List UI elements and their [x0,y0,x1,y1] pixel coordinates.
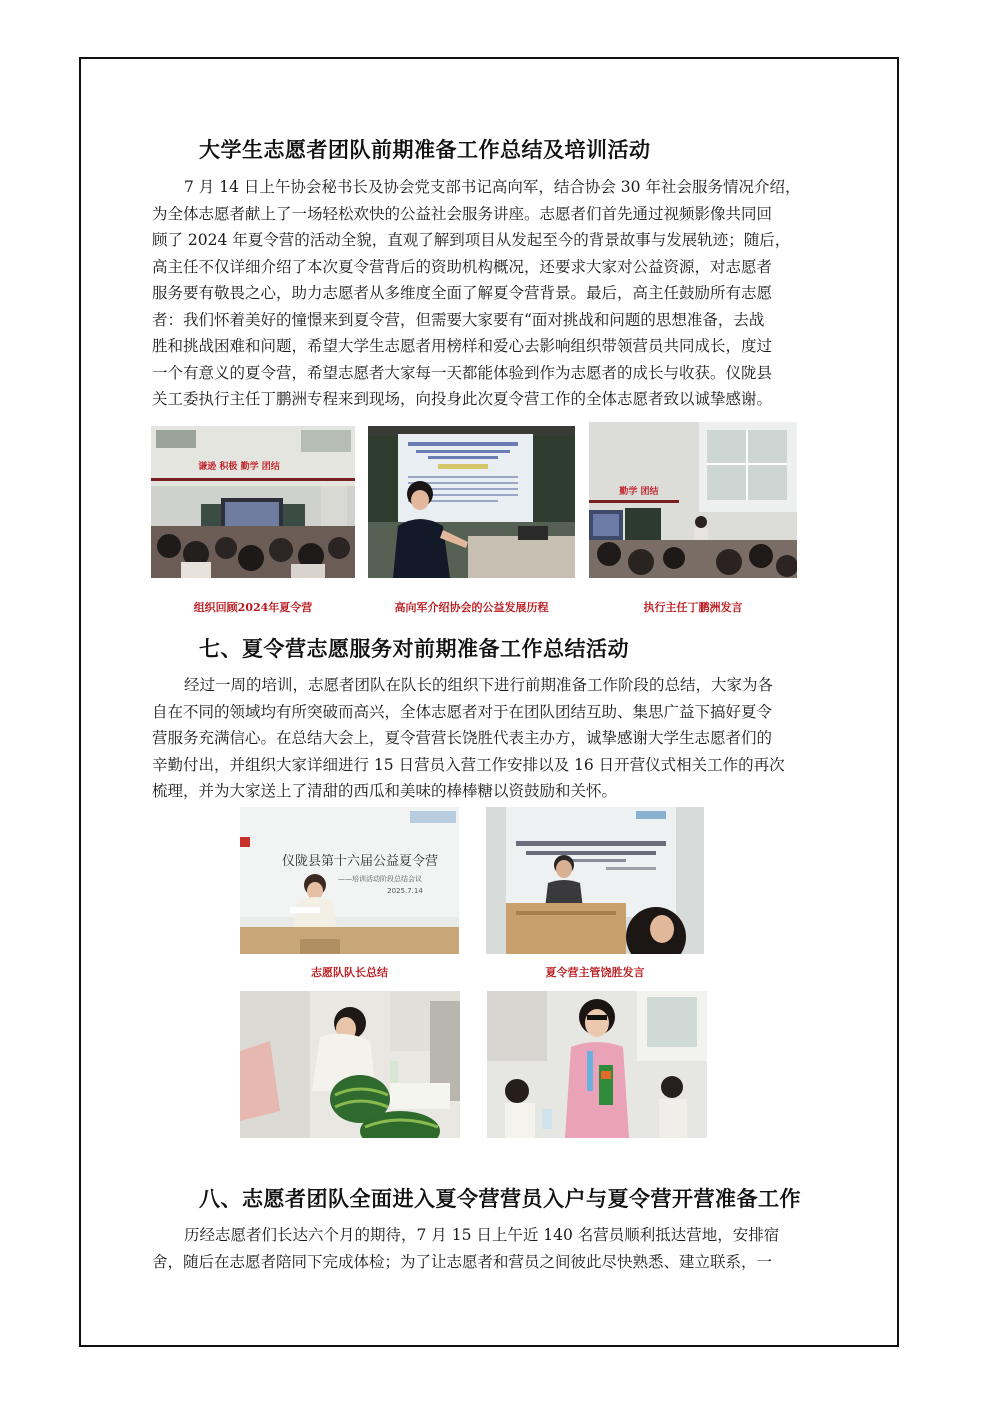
slide-subtitle: ——培训活动阶段总结会议 [338,875,422,883]
photo-video-review [151,426,355,578]
photo-team-leader [240,807,459,954]
classroom-banner: 勤学 团结 [619,487,659,497]
section-heading-camp-entry: 八、志愿者团队全面进入夏令营营员入户与夏令营开营准备工作 [199,1187,801,1211]
paragraph-line: 为全体志愿者献上了一场轻松欢快的公益社会服务讲座。志愿者们首先通过视频影像共同回 [152,204,773,223]
paragraph-line: 营服务充满信心。在总结大会上，夏令营营长饶胜代表主办方，诚挚感谢大学生志愿者们的 [152,729,773,747]
section-heading-training: 大学生志愿者团队前期准备工作总结及培训活动 [199,138,651,162]
paragraph-training [152,174,852,413]
photo-lollipops [487,991,707,1138]
paragraph-line: 辛勤付出，并组织大家详细进行 15 日营员入营工作安排以及 16 日开营仪式相关工作的再次 [152,755,785,774]
photo-speaker-slide [368,426,575,578]
slide-date: 2025.7.14 [387,887,423,895]
section-heading-summary: 七、夏令营志愿服务对前期准备工作总结活动 [199,637,629,661]
paragraph-line: 历经志愿者们长达六个月的期待，7 月 15 日上午近 140 名营员顺利抵达营地，安排宿 [184,1226,780,1244]
paragraph-summary [152,672,852,805]
photo-watermelon [240,991,460,1138]
paragraph-camp-entry [152,1222,852,1275]
slide-title: 仪陇县第十六届公益夏令营 [281,854,439,869]
paragraph-line: 梳理，并为大家送上了清甜的西瓜和美味的棒棒糖以资鼓励和关怀。 [152,782,618,800]
paragraph-line: 者：我们怀着美好的憧憬来到夏令营，但需要大家要有“面对挑战和问题的思想准备，去战 [152,310,765,329]
photo-camp-director [486,807,704,954]
paragraph-line: 经过一周的培训，志愿者团队在队长的组织下进行前期准备工作阶段的总结，大家为各 [184,676,774,694]
photo-caption: 夏令营主管饶胜发言 [545,966,645,979]
photo-caption: 组织回顾2024年夏令营 [193,601,313,614]
photo-caption: 高向军介绍协会的公益发展历程 [394,601,549,614]
paragraph-line: 胜和挑战困难和问题，希望大学生志愿者用榜样和爱心去影响组织带领营员共同成长，度过 [152,337,773,355]
classroom-banner: 谦逊 积极 勤学 团结 [198,462,280,472]
paragraph-line: 服务要有敬畏之心，助力志愿者从多维度全面了解夏令营背景。最后，高主任鼓励所有志愿 [152,284,773,302]
photo-caption: 执行主任丁鹏洲发言 [643,601,743,614]
paragraph-line: 高主任不仅详细介绍了本次夏令营背后的资助机构概况，还要求大家对公益资源，对志愿者 [152,257,773,276]
paragraph-line: 顾了 2024 年夏令营的活动全貌，直观了解到项目从发起至今的背景故事与发展轨迹；随后， [152,231,791,249]
paragraph-line: 一个有意义的夏令营，希望志愿者大家每一天都能体验到作为志愿者的成长与收获。仪陇县 [152,363,773,382]
paragraph-line: 7 月 14 日上午协会秘书长及协会党支部书记高向军，结合协会 30 年社会服务情况介绍， [184,178,801,196]
photo-caption: 志愿队队长总结 [311,966,388,979]
photo-director-speech [589,422,797,578]
paragraph-line: 自在不同的领域均有所突破而高兴，全体志愿者对于在团队团结互助、集思广益下搞好夏令 [152,702,773,721]
paragraph-line: 关工委执行主任丁鹏洲专程来到现场，向投身此次夏令营工作的全体志愿者致以诚挚感谢。 [152,390,773,408]
paragraph-line: 舍，随后在志愿者陪同下完成体检；为了让志愿者和营员之间彼此尽快熟悉、建立联系，一 [152,1252,773,1271]
